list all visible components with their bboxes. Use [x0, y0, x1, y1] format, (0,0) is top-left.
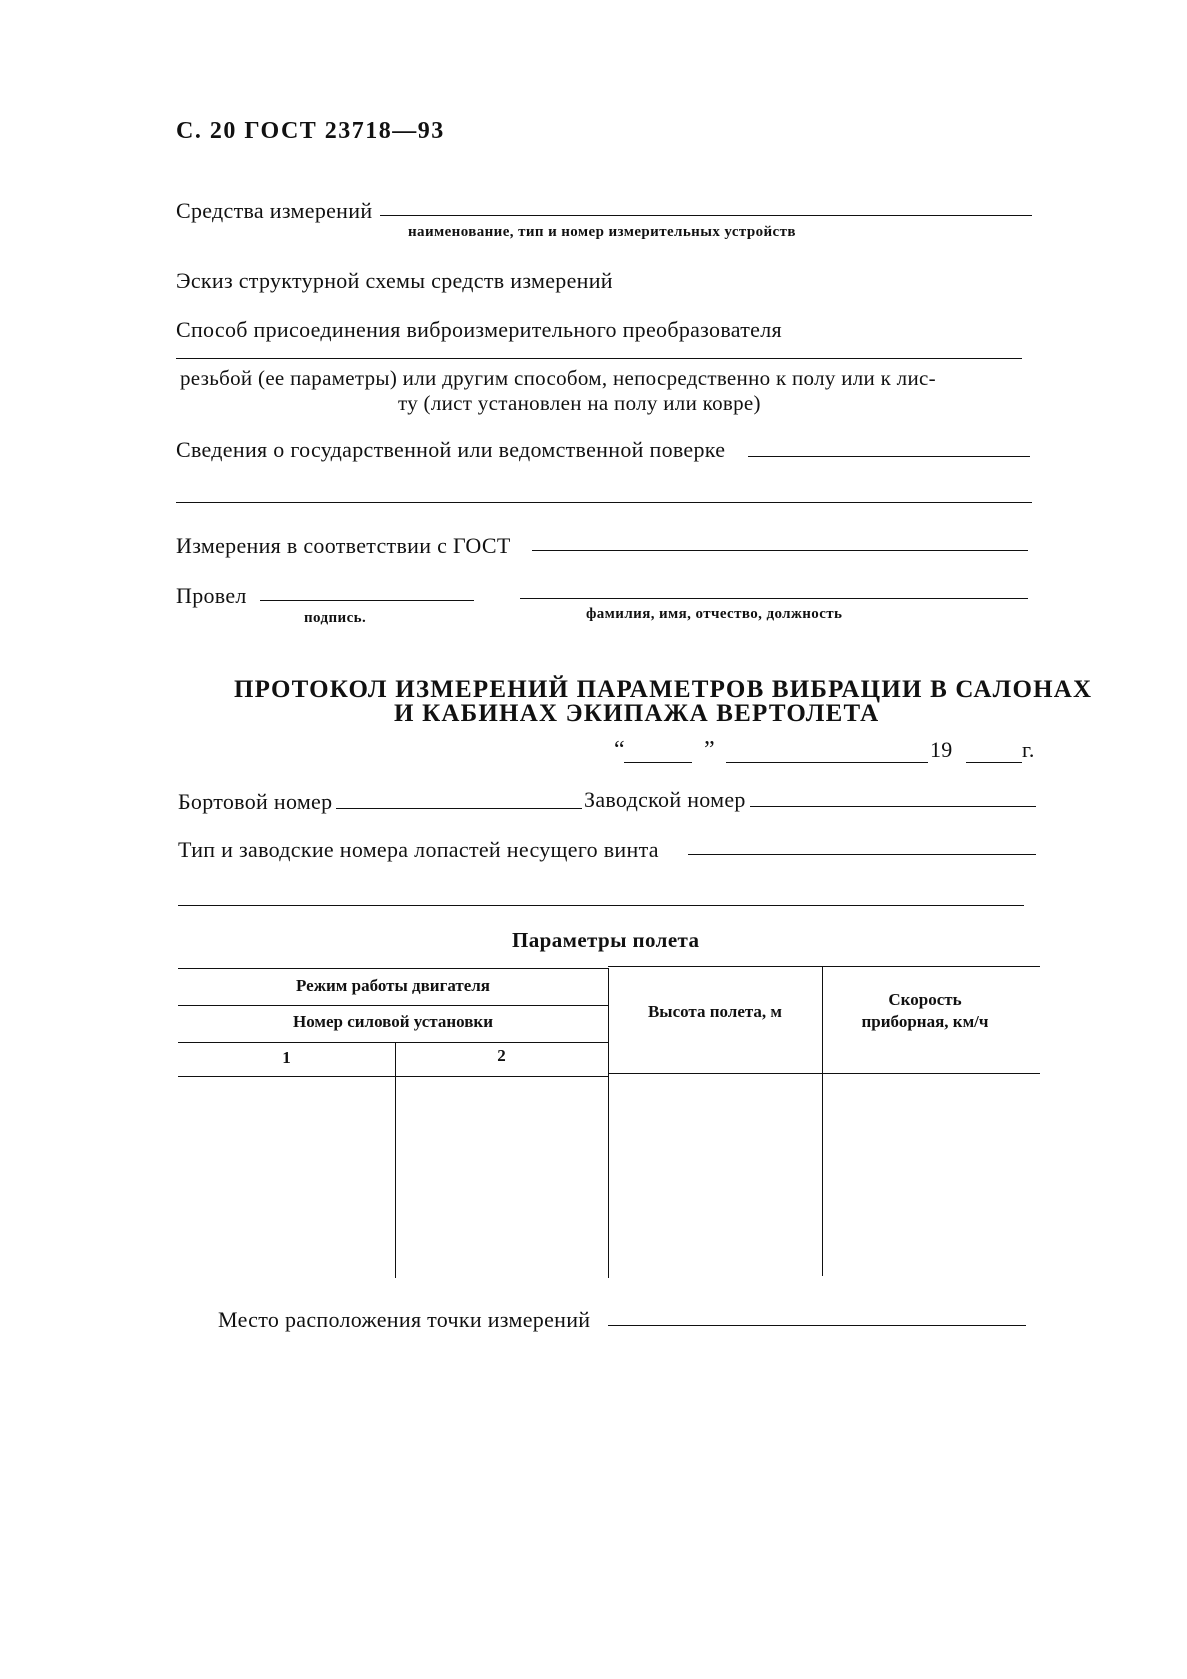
page-reference: С. 20 ГОСТ 23718—93: [176, 118, 445, 144]
date-month-field[interactable]: [726, 762, 928, 763]
verification-field-line-1[interactable]: [748, 456, 1030, 457]
signature-field-line[interactable]: [260, 600, 474, 601]
table-row-divider-1: [178, 1005, 608, 1006]
board-number-label: Бортовой номер: [178, 789, 333, 814]
instruments-caption: наименование, тип и номер измерительных устройств: [408, 224, 796, 240]
board-number-field[interactable]: [336, 808, 582, 809]
date-year-suffix: г.: [1022, 737, 1035, 762]
signature-caption: подпись.: [304, 610, 367, 626]
table-header-bottom-left: [178, 1076, 608, 1077]
blades-field-line-1[interactable]: [688, 854, 1036, 855]
name-field-line[interactable]: [520, 598, 1028, 599]
speed-header-line1: Скорость: [888, 990, 962, 1009]
instruments-label: Средства измерений: [176, 198, 373, 223]
table-top-border-left: [178, 968, 608, 969]
date-year-prefix: 19: [930, 737, 953, 762]
connection-label: Способ присоединения виброизмерительного преобразователя: [176, 317, 782, 342]
table-header-bottom-right: [608, 1073, 1040, 1074]
name-caption: фамилия, имя, отчество, должность: [586, 606, 843, 622]
blades-label: Тип и заводские номера лопастей несущего винта: [178, 837, 659, 862]
date-day-field[interactable]: [624, 762, 692, 763]
factory-number-label: Заводской номер: [584, 787, 746, 812]
conducted-label: Провел: [176, 583, 247, 608]
table-cell-unit-2[interactable]: [398, 1080, 606, 1276]
sketch-label: Эскиз структурной схемы средств измерений: [176, 268, 613, 293]
engine-mode-header: Режим работы двигателя: [295, 976, 491, 995]
measurement-point-field[interactable]: [608, 1325, 1026, 1326]
gost-field-line[interactable]: [532, 550, 1028, 551]
verification-field-line-2[interactable]: [176, 502, 1032, 503]
power-unit-header: Номер силовой установки: [292, 1012, 493, 1031]
table-top-border-right: [608, 966, 1040, 967]
table-cell-altitude[interactable]: [611, 1078, 819, 1274]
altitude-header: Высота полета, м: [647, 1002, 783, 1021]
protocol-title-line2: И КАБИНАХ ЭКИПАЖА ВЕРТОЛЕТА: [394, 700, 880, 727]
date-year-field[interactable]: [966, 762, 1022, 763]
table-row-divider-2: [178, 1042, 608, 1043]
connection-field-line[interactable]: [176, 358, 1022, 359]
protocol-title-line1: ПРОТОКОЛ ИЗМЕРЕНИЙ ПАРАМЕТРОВ ВИБРАЦИИ В САЛОНАХ: [234, 676, 1093, 703]
flight-params-title: Параметры полета: [512, 928, 700, 952]
unit-2-header: 2: [497, 1046, 506, 1065]
speed-header-line2: приборная, км/ч: [861, 1012, 989, 1031]
verification-label: Сведения о государственной или ведомственной поверке: [176, 437, 726, 462]
table-cell-unit-1[interactable]: [180, 1080, 392, 1276]
instruments-field-line[interactable]: [380, 215, 1032, 216]
table-cell-speed[interactable]: [825, 1078, 1037, 1274]
blades-field-line-2[interactable]: [178, 905, 1024, 906]
measurement-point-label: Место расположения точки измерений: [218, 1307, 591, 1332]
unit-1-header: 1: [282, 1048, 291, 1067]
gost-label: Измерения в соответствии с ГОСТ: [176, 533, 511, 558]
date-close-quote: ”: [704, 737, 715, 763]
factory-number-field[interactable]: [750, 806, 1036, 807]
date-open-quote: “: [614, 737, 625, 763]
connection-caption-line1: резьбой (ее параметры) или другим способом, непосредственно к полу или к лис-: [180, 366, 936, 390]
connection-caption-line2: ту (лист установлен на полу или ковре): [398, 391, 761, 415]
table-col-divider-1: [395, 1042, 396, 1278]
